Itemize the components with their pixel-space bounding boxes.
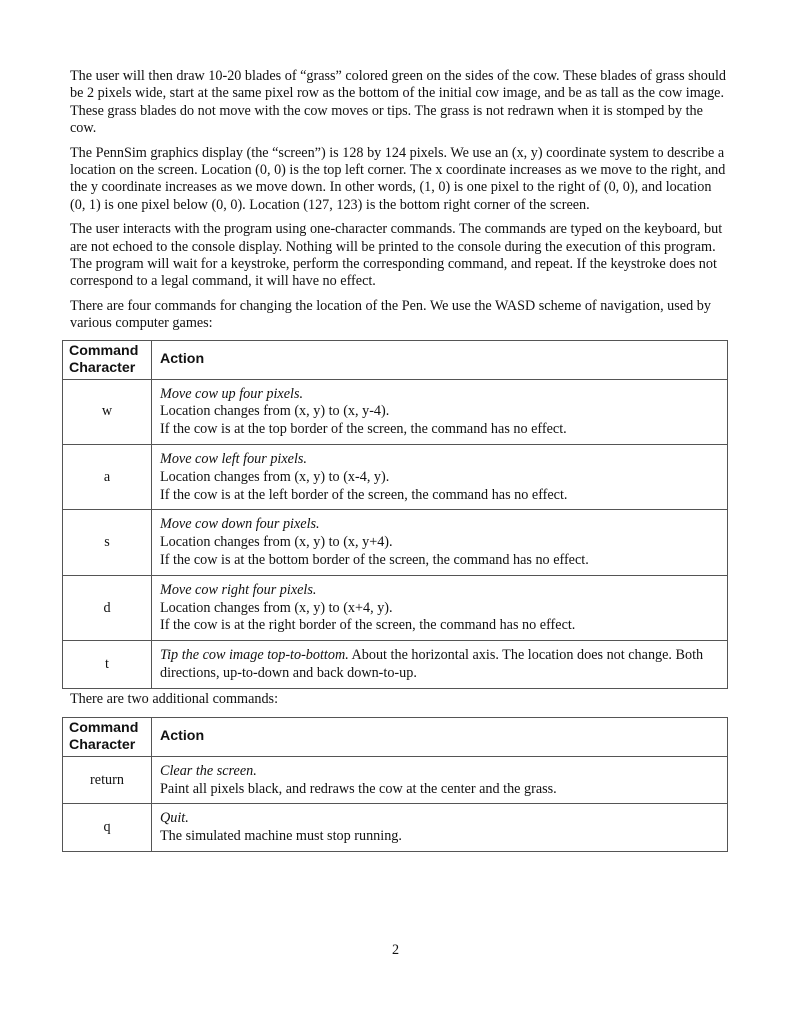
paragraph-wasd: There are four commands for changing the location of the Pen. We use the WASD scheme of navigation, used by various computer games: [70,297,711,332]
table-row [63,641,728,689]
command-key: t [63,641,152,689]
action-header: Action [152,717,728,756]
paragraph-grass: The user will then draw 10-20 blades of “grass” colored green on the sides of the cow. These blades of grass should be 2 pixels wide, start at the same pixel row as the bottom of the initial cow image, and be as tall as the cow image. These grass blades do not move with the cow moves or tips. The grass is not redrawn when it is stomped by the cow. [70,68,726,137]
action-header: Action [152,340,728,379]
table-row [63,379,728,444]
command-key: d [63,575,152,640]
page-number: 2 [391,942,400,958]
command-key: return [63,756,152,804]
command-key: s [63,510,152,575]
additional-commands-intro: There are two additional commands: [70,690,279,707]
document-page [70,68,730,852]
table-header-row [63,717,728,756]
table-row [63,510,728,575]
paragraph-commands: The user interacts with the program using one-character commands. The commands are typed on the keyboard, but are not echoed to the console display. Nothing will be printed to the console during the execution of this program. The program will wait for a keystroke, perform the corresponding command, and repeat. If the keystroke does not correspond to a legal command, it will have no effect. [70,221,723,290]
command-action: Move cow down four pixels. Location changes from (x, y) to (x, y+4). If the cow is at the bottom border of the screen, the command has no effect. [152,510,728,575]
paragraph-screen: The PennSim graphics display (the “screen”) is 128 by 124 pixels. We use an (x, y) coordinate system to describe a location on the screen. Location (0, 0) is the top left corner. The x coordinate increases as we move to the right, and the y coordinate increases as we move down. In other words, (1, 0) is one pixel to the right of (0, 0), and location (0, 1) is one pixel below (0, 0). Location (127, 123) is the bottom right corner of the screen. [70,144,726,213]
table-header-row [63,340,728,379]
table-row [63,575,728,640]
additional-commands-table [62,717,728,852]
command-action: Move cow left four pixels. Location changes from (x, y) to (x-4, y). If the cow is at the left border of the screen, the command has no effect. [152,445,728,510]
command-action: Quit. The simulated machine must stop running. [152,804,728,852]
table-row [63,445,728,510]
command-action: Move cow up four pixels. Location changes from (x, y) to (x, y-4). If the cow is at the top border of the screen, the command has no effect. [152,379,728,444]
command-character-header: Command Character [63,340,152,379]
table-row [63,804,728,852]
table-row [63,756,728,804]
command-action: Tip the cow image top-to-bottom. About the horizontal axis. The location does not change. Both directions, up-to-down and back down-to-up. [152,641,728,689]
command-key: w [63,379,152,444]
command-key: a [63,445,152,510]
command-action: Clear the screen. Paint all pixels black, and redraws the cow at the center and the grass. [152,756,728,804]
movement-commands-table [62,340,728,689]
command-character-header: Command Character [63,717,152,756]
command-action: Move cow right four pixels. Location changes from (x, y) to (x+4, y). If the cow is at the right border of the screen, the command has no effect. [152,575,728,640]
command-key: q [63,804,152,852]
